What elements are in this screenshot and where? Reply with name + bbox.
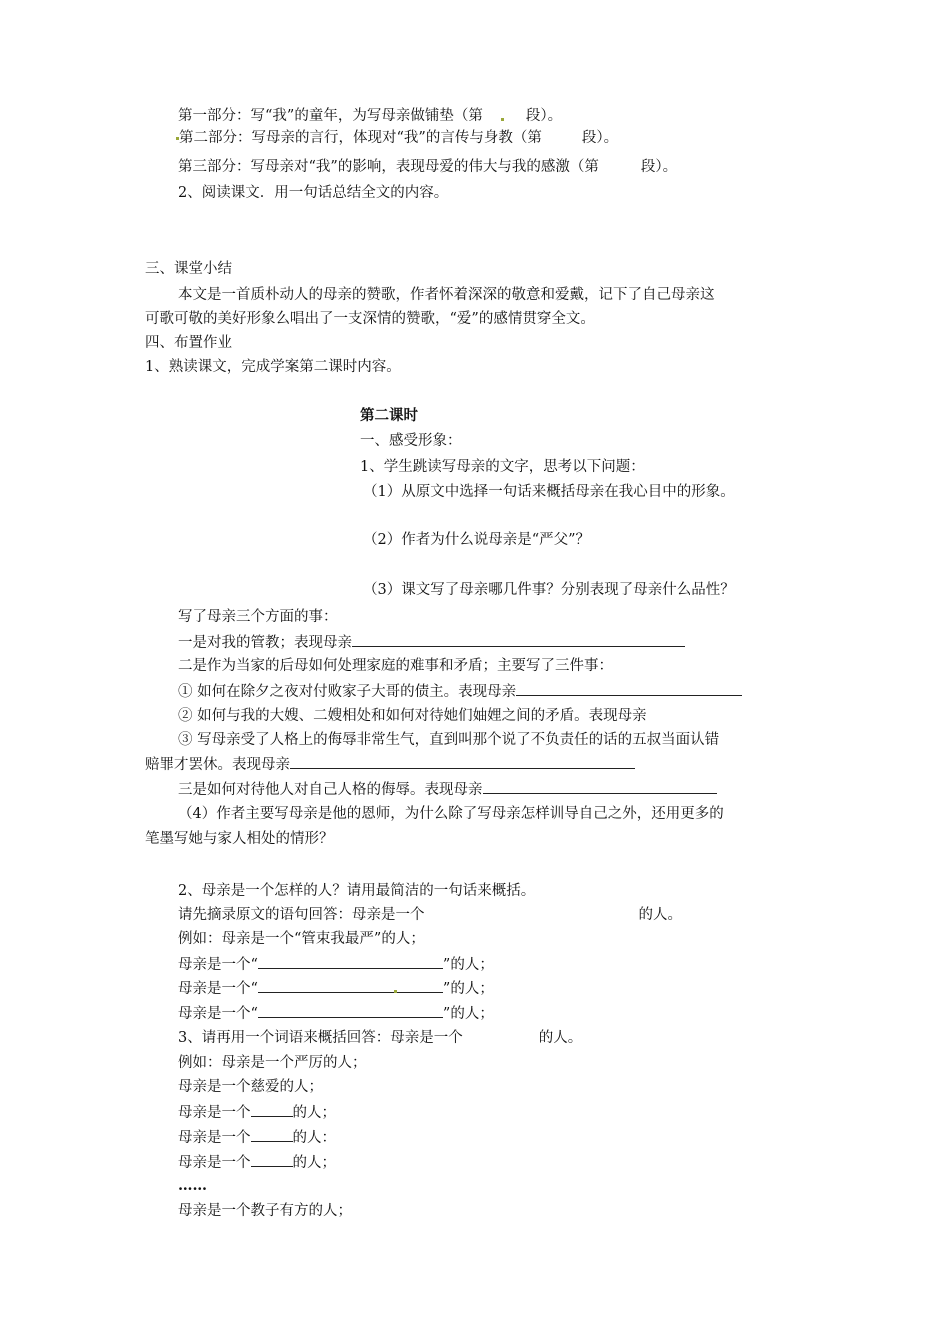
answer-blank[interactable] [251, 1102, 293, 1117]
case-two: ② 如何与我的大嫂、二嫂相处和如何对待她们妯娌之间的矛盾。表现母亲 [178, 708, 647, 724]
mother-question-2: 2、母亲是一个怎样的人？请用最简洁的一句话来概括。 [178, 883, 536, 899]
mother-example-2: 例如：母亲是一个严厉的人； [178, 1055, 367, 1071]
part-three-line: 第三部分：写母亲对“我”的影响，表现母爱的伟大与我的感激（第 段）。 [178, 159, 678, 175]
answer-blank[interactable] [258, 1003, 443, 1018]
quote-blank-line: 母亲是一个“ ”的人； [178, 1003, 494, 1024]
question-1-2: （2）作者为什么说母亲是“严父”？ [363, 532, 591, 548]
case-one: ① 如何在除夕之夜对付败家子大哥的债主。表现母亲 [178, 681, 742, 702]
question-2: 2、阅读课文．用一句话总结全文的内容。 [178, 185, 449, 201]
section-four-heading: 四、布置作业 [145, 335, 232, 351]
case-three-line-1: ③ 写母亲受了人格上的侮辱非常生气，直到叫那个说了不负责任的话的五叔当面认错 [178, 732, 720, 748]
lesson-two-title: 第二课时 [360, 407, 418, 424]
question-4-line-2: 笔墨写她与家人相处的情形？ [145, 831, 334, 847]
part-two-text: 第二部分：写母亲的言行，体现对“我”的言传与身教（第 [179, 130, 542, 146]
feel-heading: 一、感受形象： [360, 433, 462, 449]
quote-blank-line: 母亲是一个“ ”的人； [178, 978, 494, 999]
answer-blank[interactable] [516, 681, 742, 696]
three-aspects: 写了母亲三个方面的事： [178, 609, 338, 625]
part-two-line: 第二部分：写母亲的言行，体现对“我”的言传与身教（第 段）。 [176, 128, 618, 148]
mother-loving: 母亲是一个慈爱的人； [178, 1079, 323, 1095]
word-blank-line: 母亲是一个 的人； [178, 1102, 336, 1123]
mother-question-3: 3、请再用一个词语来概括回答：母亲是一个 的人。 [178, 1030, 583, 1046]
question-4-line-1: （4）作者主要写母亲是他的恩师，为什么除了写母亲怎样训导自己之外，还用更多的 [178, 806, 724, 822]
question-1-3: （3）课文写了母亲哪几件事？分别表现了母亲什么品性？ [363, 582, 735, 598]
answer-blank[interactable] [258, 978, 443, 993]
mark-dot [394, 990, 397, 993]
section-three-heading: 三、课堂小结 [145, 261, 232, 277]
homework-1: 1、熟读课文，完成学案第二课时内容。 [145, 359, 401, 375]
answer-blank[interactable] [290, 754, 635, 769]
quote-blank-line: 母亲是一个“ ”的人； [178, 954, 494, 975]
ellipsis: …… [178, 1177, 207, 1194]
mother-last-line: 母亲是一个教子有方的人； [178, 1203, 352, 1219]
aspect-two: 二是作为当家的后母如何处理家庭的难事和矛盾；主要写了三件事： [178, 658, 613, 674]
answer-blank[interactable] [251, 1152, 293, 1167]
answer-blank[interactable] [352, 632, 685, 647]
question-1: 1、学生跳读写母亲的文字，思考以下问题： [360, 459, 645, 475]
answer-blank[interactable] [251, 1127, 293, 1142]
mother-example: 例如：母亲是一个“管束我最严”的人； [178, 931, 425, 947]
part-one-line: 第一部分：写“我”的童年，为写母亲做铺垫（第 段）。 [178, 108, 563, 124]
aspect-three: 三是如何对待他人对自己人格的侮辱。表现母亲 [178, 779, 717, 800]
aspect-one: 一是对我的管教；表现母亲 [178, 632, 685, 653]
word-blank-line: 母亲是一个 的人： [178, 1127, 336, 1148]
question-1-1: （1）从原文中选择一句话来概括母亲在我心目中的形象。 [363, 484, 735, 500]
mother-excerpt-prompt: 请先摘录原文的语句回答：母亲是一个 的人。 [178, 907, 682, 923]
mark-dot [501, 118, 504, 121]
part-three-text: 第三部分：写母亲对“我”的影响，表现母爱的伟大与我的感激（第 [178, 159, 599, 175]
answer-blank[interactable] [258, 954, 443, 969]
case-three-line-2: 赔罪才罢休。表现母亲 [145, 754, 635, 775]
answer-blank[interactable] [483, 779, 717, 794]
summary-line-2: 可歌可敬的美好形象么唱出了一支深情的赞歌，“爱”的感情贯穿全文。 [145, 311, 595, 327]
part-one-text: 第一部分：写“我”的童年，为写母亲做铺垫（第 [178, 108, 483, 124]
word-blank-line: 母亲是一个 的人； [178, 1152, 336, 1173]
summary-line-1: 本文是一首质朴动人的母亲的赞歌，作者怀着深深的敬意和爱戴，记下了自己母亲这 [178, 287, 715, 303]
